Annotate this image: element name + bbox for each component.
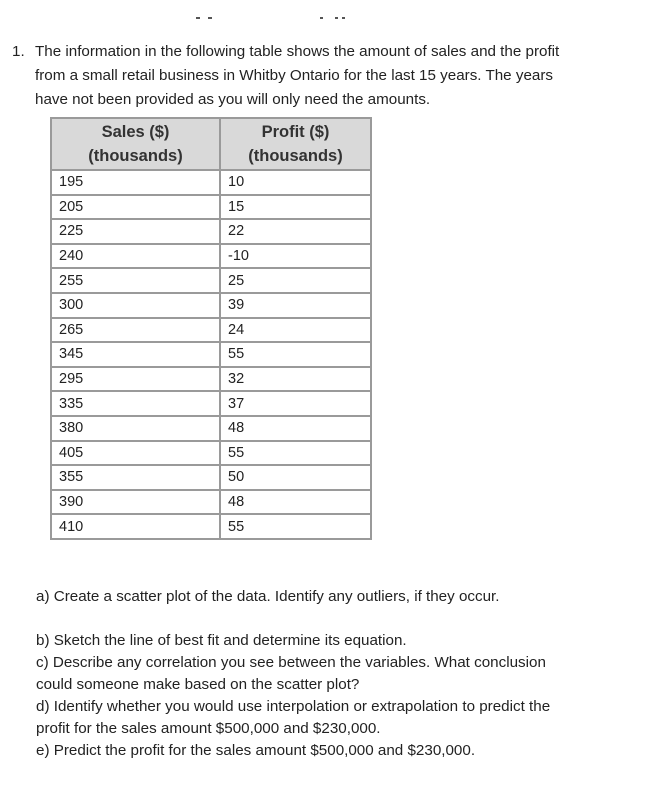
profit-cell: 48 [220,490,371,515]
profit-cell: 32 [220,367,371,392]
profit-cell: 48 [220,416,371,441]
part-b-text: b) Sketch the line of best fit and determine its equation. [36,632,407,649]
part-d-line2: profit for the sales amount $500,000 and $230,000. [36,720,381,737]
profit-cell: 22 [220,219,371,244]
intro-line: from a small retail business in Whitby Ontario for the last 15 years. The years [35,67,553,84]
table-row [51,465,371,490]
part-a [36,586,636,608]
profit-cell: 39 [220,293,371,318]
part-d-line1: d) Identify whether you would use interpolation or extrapolation to predict the [36,698,551,715]
table-row [51,268,371,293]
profit-cell: 55 [220,514,371,539]
profit-cell: 50 [220,465,371,490]
parts-b-to-e [36,630,636,762]
sales-column-header [51,118,220,170]
question-intro [35,40,635,112]
sales-cell: 225 [51,219,220,244]
table-row [51,195,371,220]
table-row [51,514,371,539]
sales-header-line2: (thousands) [88,147,183,165]
profit-cell: 25 [220,268,371,293]
profit-cell: 15 [220,195,371,220]
table-row [51,244,371,269]
part-c-line1: c) Describe any correlation you see between the variables. What conclusion [36,654,546,671]
profit-cell: 24 [220,318,371,343]
table-row [51,293,371,318]
profit-cell: -10 [220,244,371,269]
part-a-text: a) Create a scatter plot of the data. Identify any outliers, if they occur. [36,588,500,605]
profit-cell: 55 [220,342,371,367]
profit-cell: 37 [220,391,371,416]
sales-header-line1: Sales ($) [101,123,170,141]
sales-cell: 295 [51,367,220,392]
table-row [51,441,371,466]
sales-cell: 345 [51,342,220,367]
sales-cell: 380 [51,416,220,441]
sales-cell: 390 [51,490,220,515]
table-row [51,391,371,416]
table-row [51,490,371,515]
intro-line: have not been provided as you will only need the amounts. [35,91,431,108]
top-edge-marks [196,13,366,21]
table-row [51,170,371,195]
profit-header-line1: Profit ($) [261,123,330,141]
sales-cell: 300 [51,293,220,318]
profit-cell: 10 [220,170,371,195]
sales-cell: 335 [51,391,220,416]
part-c-line2: could someone make based on the scatter plot? [36,676,360,693]
sales-profit-table [50,117,372,540]
question-number: 1. [12,43,25,60]
sales-cell: 240 [51,244,220,269]
intro-line: The information in the following table shows the amount of sales and the profit [35,43,560,60]
sales-cell: 410 [51,514,220,539]
table-row [51,367,371,392]
table-row [51,318,371,343]
sales-cell: 265 [51,318,220,343]
table-row [51,219,371,244]
profit-cell: 55 [220,441,371,466]
sales-cell: 355 [51,465,220,490]
sales-cell: 255 [51,268,220,293]
sales-cell: 405 [51,441,220,466]
profit-column-header [220,118,371,170]
sales-cell: 195 [51,170,220,195]
table-row [51,342,371,367]
sales-cell: 205 [51,195,220,220]
table-header-row [51,118,371,170]
table-row [51,416,371,441]
part-e-text: e) Predict the profit for the sales amount $500,000 and $230,000. [36,742,476,759]
profit-header-line2: (thousands) [248,147,343,165]
